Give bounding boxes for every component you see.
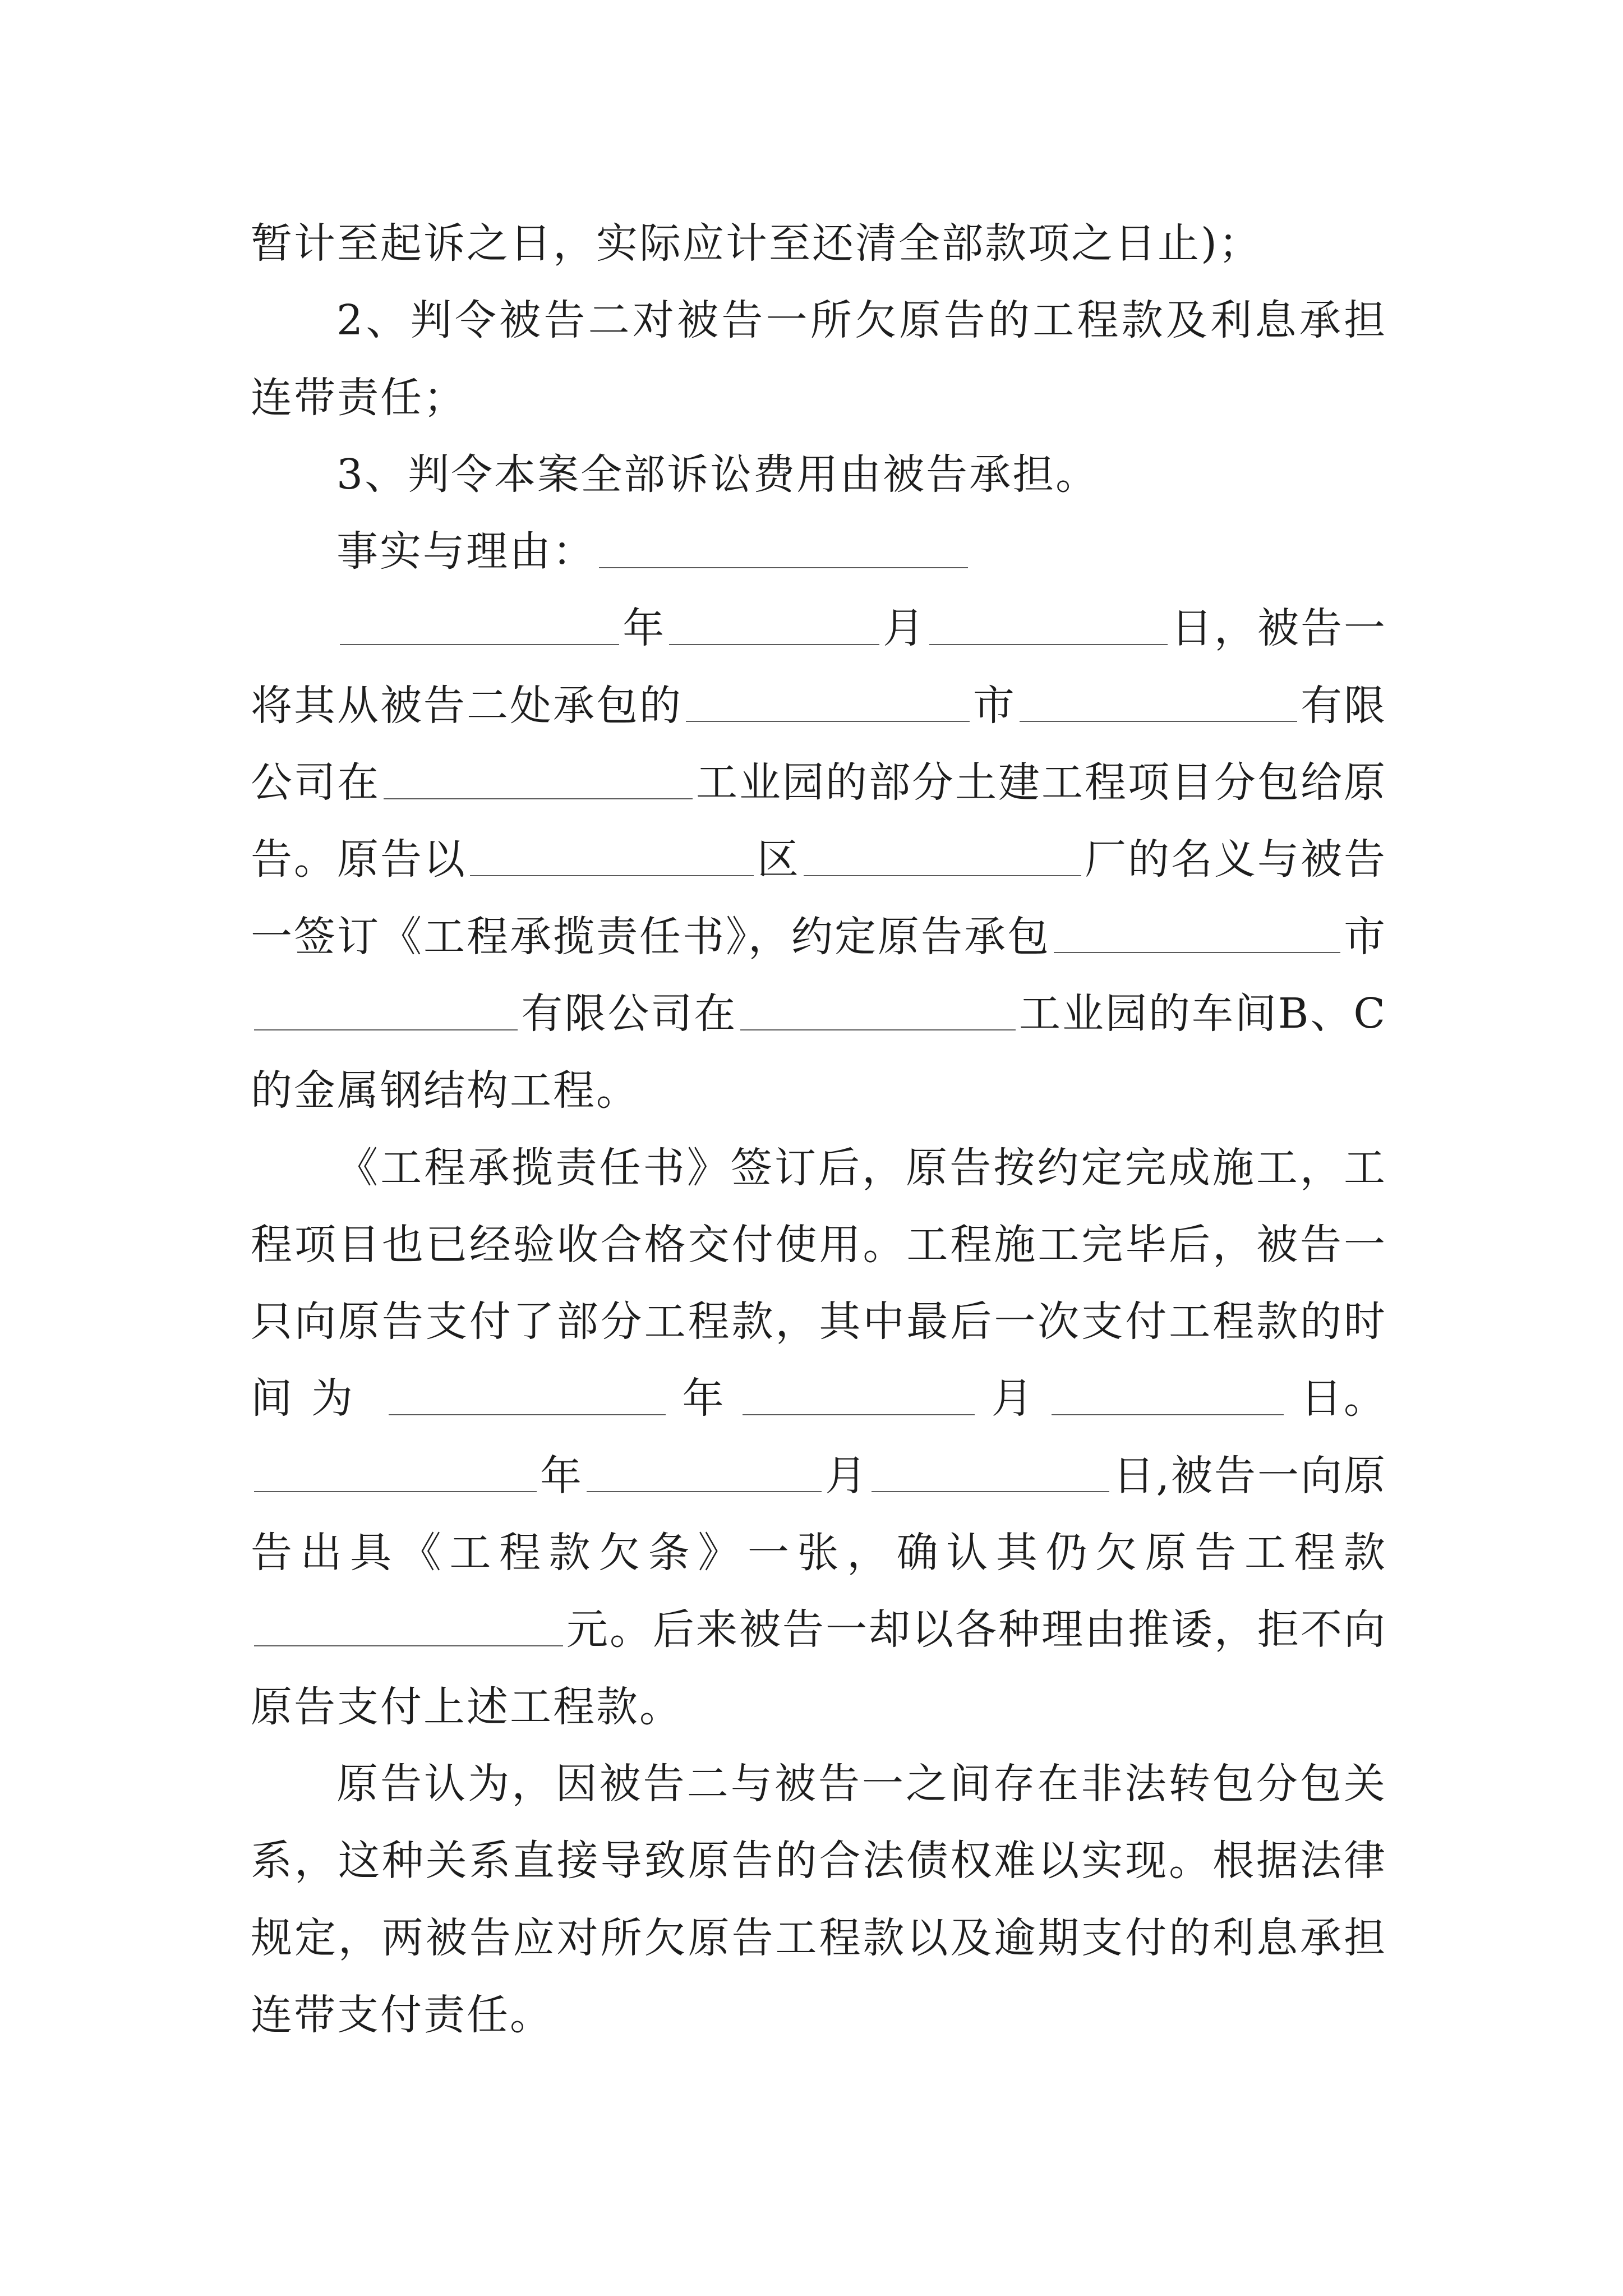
blank-field bbox=[1054, 921, 1340, 953]
line-text: 市 bbox=[972, 681, 1016, 730]
line-text: 月 bbox=[991, 1374, 1035, 1423]
blank-field bbox=[389, 1383, 666, 1415]
line-text: 将其从被告二处承包的 bbox=[251, 681, 683, 730]
line-text: 《工程承揽责任书》签订后，原告按约定完成施工，工 bbox=[336, 1143, 1387, 1192]
doc-line bbox=[251, 1438, 1387, 1515]
claim-3 bbox=[251, 436, 1387, 513]
line-text: 月 bbox=[883, 604, 926, 653]
facts-paragraph-2 bbox=[251, 1130, 1387, 1746]
doc-line bbox=[251, 1052, 1387, 1129]
blank-field bbox=[929, 613, 1168, 645]
line-text: 暂计至起诉之日，实际应计至还清全部款项之日止)； bbox=[251, 219, 1262, 268]
doc-line bbox=[251, 513, 1387, 590]
facts-heading bbox=[251, 513, 1387, 590]
doc-line bbox=[251, 976, 1387, 1052]
blank-field bbox=[686, 689, 970, 722]
doc-line bbox=[251, 1591, 1387, 1668]
line-text: 的金属钢结构工程。 bbox=[251, 1066, 639, 1115]
blank-field bbox=[872, 1460, 1109, 1492]
doc-line bbox=[251, 1130, 1387, 1207]
line-text: 告。原告以 bbox=[251, 835, 467, 884]
claim-1-continuation bbox=[251, 205, 1387, 282]
line-text: 市 bbox=[1344, 912, 1387, 961]
line-text: 月 bbox=[825, 1451, 869, 1500]
line-text: 连带支付责任。 bbox=[251, 1990, 553, 2039]
blank-field bbox=[740, 998, 1016, 1030]
line-text: 3、判令本案全部诉讼费用由被告承担。 bbox=[336, 450, 1099, 499]
doc-line bbox=[251, 1669, 1387, 1746]
blank-field bbox=[254, 998, 518, 1030]
line-text: 年 bbox=[540, 1451, 583, 1500]
doc-line bbox=[251, 1977, 1387, 2054]
line-text: 年 bbox=[682, 1374, 726, 1423]
line-text: 公司在 bbox=[251, 758, 380, 807]
doc-line bbox=[251, 821, 1387, 898]
line-text: 区 bbox=[757, 835, 800, 884]
line-text: 原告认为，因被告二与被告一之间存在非法转包分包关 bbox=[336, 1759, 1387, 1808]
line-text: 厂的名义与被告 bbox=[1085, 835, 1387, 884]
blank-field bbox=[804, 844, 1081, 876]
doc-line bbox=[251, 744, 1387, 821]
line-text: 工业园的部分土建工程项目分包给原 bbox=[696, 758, 1387, 807]
line-text: 连带责任； bbox=[251, 373, 467, 422]
doc-line bbox=[251, 1207, 1387, 1283]
blank-field bbox=[669, 613, 879, 645]
line-text: 日，被告一 bbox=[1171, 604, 1387, 653]
line-text: 一签订《工程承揽责任书》，约定原告承包 bbox=[251, 912, 1050, 961]
blank-field bbox=[254, 1614, 563, 1646]
line-text: 只向原告支付了部分工程款，其中最后一次支付工程款的时 bbox=[251, 1297, 1387, 1346]
blank-field bbox=[340, 613, 619, 645]
doc-line bbox=[251, 1746, 1387, 1823]
doc-line bbox=[251, 899, 1387, 976]
facts-paragraph-3 bbox=[251, 1746, 1387, 2054]
line-text: 间为 bbox=[251, 1374, 372, 1423]
line-text: 程项目也已经验收合格交付使用。工程施工完毕后，被告一 bbox=[251, 1220, 1387, 1269]
document-page bbox=[251, 205, 1387, 2054]
doc-line bbox=[251, 1900, 1387, 1977]
blank-field bbox=[1052, 1383, 1284, 1415]
facts-paragraph-1 bbox=[251, 590, 1387, 1129]
doc-line bbox=[251, 436, 1387, 513]
doc-line bbox=[251, 282, 1387, 359]
blank-field bbox=[743, 1383, 975, 1415]
line-text: 工业园的车间B、C bbox=[1019, 989, 1387, 1038]
line-text: 原告支付上述工程款。 bbox=[251, 1682, 683, 1731]
blank-field bbox=[1020, 689, 1297, 722]
doc-line bbox=[251, 1360, 1387, 1437]
line-text: 元。后来被告一却以各种理由推诿，拒不向 bbox=[566, 1605, 1387, 1654]
doc-line bbox=[251, 1823, 1387, 1899]
doc-line bbox=[251, 205, 1387, 282]
line-text: 2、判令被告二对被告一所欠原告的工程款及利息承担 bbox=[336, 296, 1387, 345]
doc-line bbox=[251, 1515, 1387, 1591]
line-text: 日。 bbox=[1301, 1374, 1387, 1423]
line-text: 年 bbox=[623, 604, 666, 653]
line-text: 有限 bbox=[1301, 681, 1387, 730]
section-heading: 事实与理由： bbox=[336, 527, 596, 576]
blank-field bbox=[470, 844, 754, 876]
blank-field bbox=[587, 1460, 822, 1492]
doc-line bbox=[251, 668, 1387, 744]
line-text: 日,被告一向原 bbox=[1113, 1451, 1387, 1500]
claim-2 bbox=[251, 282, 1387, 436]
line-text: 告出具《工程款欠条》一张，确认其仍欠原告工程款 bbox=[251, 1529, 1387, 1577]
blank-field bbox=[599, 536, 968, 568]
line-text: 规定，两被告应对所欠原告工程款以及逾期支付的利息承担 bbox=[251, 1913, 1387, 1962]
blank-field bbox=[384, 767, 693, 799]
doc-line bbox=[251, 1283, 1387, 1360]
line-text: 系，这种关系直接导致原告的合法债权难以实现。根据法律 bbox=[251, 1837, 1387, 1885]
doc-line bbox=[251, 590, 1387, 667]
doc-line bbox=[251, 360, 1387, 436]
line-text: 有限公司在 bbox=[521, 989, 737, 1038]
blank-field bbox=[254, 1460, 537, 1492]
